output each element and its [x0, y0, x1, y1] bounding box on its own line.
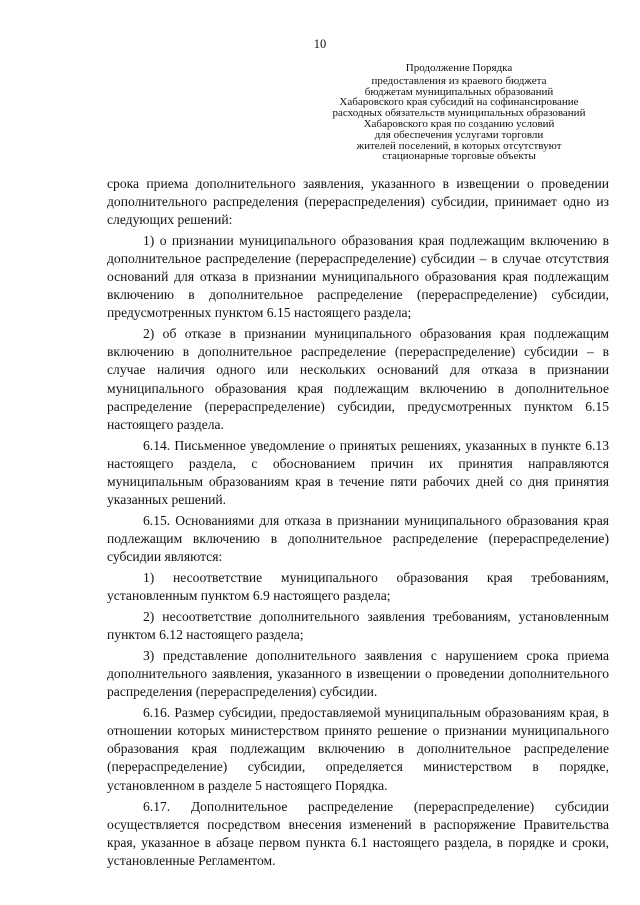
document-body [107, 175, 609, 873]
paragraph: 2) несоответствие дополнительного заявления требованиям, установленным пунктом 6.12 настоящего раздела; [107, 609, 609, 643]
document-header [300, 63, 618, 162]
paragraph: 6.14. Письменное уведомление о принятых решениях, указанных в пункте 6.13 настоящего раздела, с обоснованием причин их принятия направляются муниципальным образованиям края в течение пяти рабочих дней со дня принятия указанных решений. [107, 437, 609, 507]
paragraph: срока приема дополнительного заявления, указанного в извещении о проведении дополнительного распределения (перераспределения) субсидии, принимает одно из следующих решений: [107, 176, 609, 228]
header-line: для обеспечения услугами торговли [374, 128, 544, 141]
paragraph: 1) несоответствие муниципального образования края требованиям, установленным пунктом 6.9 настоящего раздела; [107, 569, 609, 604]
paragraph: 1) о признании муниципального образования края подлежащим включению в дополнительное распределение (перераспределение) субсидии – в случае отсутствия оснований для отказа в признании муниципального образования края подлежащим включению в дополнительное распределение (перераспределение) субсидии, предусмотренных пунктом 6.15 настоящего раздела; [107, 233, 609, 321]
header-line: Хабаровского края субсидий на софинансирование [339, 96, 579, 109]
header-line: жителей поселений, в которых отсутствуют [356, 139, 562, 152]
paragraph: 6.16. Размер субсидии, предоставляемой муниципальным образованиям края, в отношении которых министерством принято решение о признании муниципального образования края подлежащим включению в дополнительное распределение (перераспределение) субсидии, определяется министерством в порядке, установленном в разделе 5 настоящего Порядка. [107, 705, 609, 793]
paragraph: 2) об отказе в признании муниципального образования края подлежащим включению в дополнительное распределение (перераспределение) субсидии – в случае наличия одного или нескольких оснований для отказа в признании муниципального образования края подлежащим включению в дополнительное распределение (перераспределение) субсидии, предусмотренных пунктом 6.15 настоящего раздела. [107, 326, 609, 432]
header-line: стационарные торговые объекты [382, 150, 536, 163]
page-number: 10 [313, 37, 327, 51]
paragraph: 3) представление дополнительного заявления с нарушением срока приема дополнительного заявления, указанного в извещении о проведении дополнительного распределения (перераспределения) субсидии. [107, 648, 609, 700]
paragraph: 6.15. Основаниями для отказа в признании муниципального образования края подлежащим включению в дополнительное распределение (перераспределение) субсидии являются: [107, 512, 609, 564]
header-line: бюджетам муниципальных образований [364, 85, 554, 98]
header-line: Хабаровского края по созданию условий [363, 117, 555, 130]
header-line: расходных обязательств муниципальных образований [332, 107, 586, 120]
header-line: предоставления из краевого бюджета [371, 74, 547, 87]
paragraph: 6.17. Дополнительное распределение (перераспределение) субсидии осуществляется посредством внесения изменений в распоряжение Правительства края, указанное в абзаце первом пункта 6.1 настоящего раздела, в порядке и сроки, установленные Регламентом. [107, 798, 609, 868]
header-line: Продолжение Порядка [405, 62, 513, 74]
